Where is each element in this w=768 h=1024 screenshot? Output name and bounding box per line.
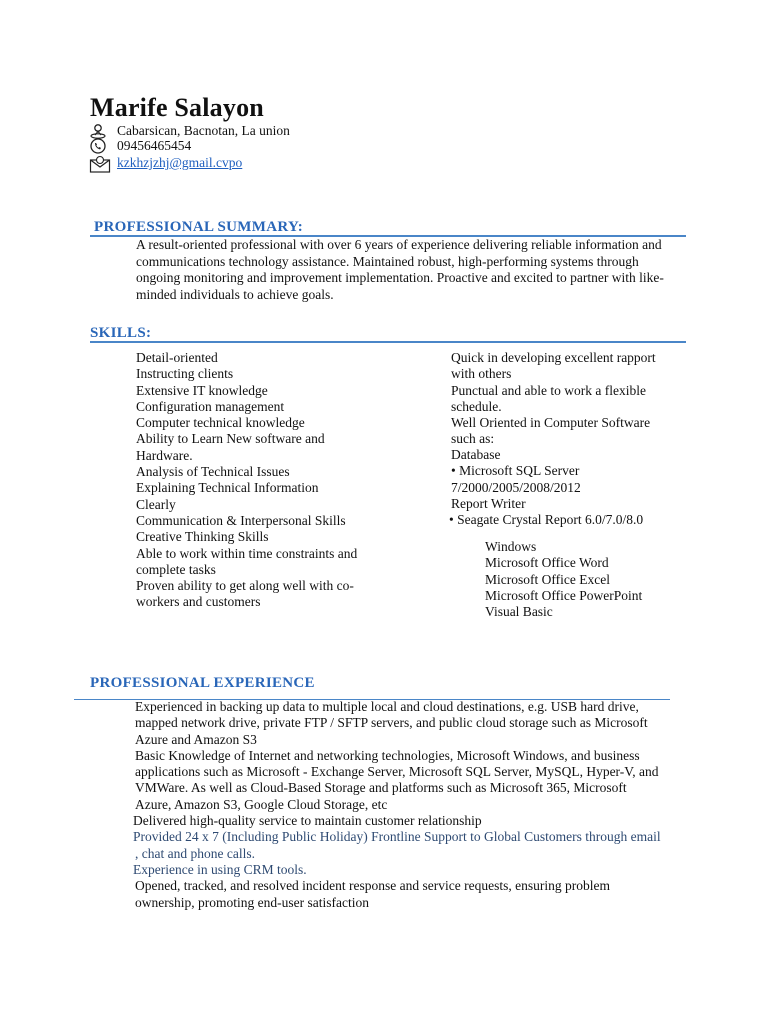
office-item: Microsoft Office Word: [485, 555, 609, 571]
summary-line: minded individuals to achieve goals.: [136, 286, 334, 302]
experience-item: Opened, tracked, and resolved incident response and service requests, ensuring problem ownership, promoting end-user satisfaction: [135, 878, 610, 910]
skill-item: Analysis of Technical Issues: [136, 464, 290, 480]
summary-heading: PROFESSIONAL SUMMARY:: [94, 219, 303, 235]
phone-icon: [89, 138, 109, 154]
email-line: [89, 155, 242, 171]
skill-item: Punctual and able to work a flexible schedule.: [451, 382, 646, 414]
software-line: Database: [451, 447, 501, 462]
skill-item: Able to work within time constraints and complete tasks: [136, 545, 358, 577]
office-item: Visual Basic: [485, 604, 553, 620]
software-list: [428, 447, 728, 528]
office-item: Microsoft Office Excel: [485, 571, 610, 587]
candidate-name: Marife Salayon: [90, 93, 264, 122]
skill-item: Quick in developing excellent rapport with others: [451, 350, 656, 382]
summary-line: A result-oriented professional with over 6 years of experience delivering reliable information and: [136, 237, 662, 252]
experience-item: Provided 24 x 7 (Including Public Holiday) Frontline Support to Global Customers through email , chat and phone calls.: [133, 829, 661, 861]
experience-list: [112, 699, 712, 911]
skill-item: Detail-oriented: [136, 350, 218, 365]
experience-item: Experience in using CRM tools.: [133, 861, 307, 877]
office-item: Microsoft Office PowerPoint: [485, 587, 643, 603]
address-text: Cabarsican, Bacnotan, La union: [117, 123, 290, 138]
office-list: [462, 539, 722, 620]
skills-right-list: [428, 350, 728, 448]
software-line: Report Writer: [451, 495, 526, 511]
address-line: [89, 123, 290, 139]
summary-line: ongoing monitoring and improvement implementation. Proactive and excited to partner with like-: [136, 270, 664, 286]
experience-item: Delivered high-quality service to maintain customer relationship: [133, 813, 482, 829]
experience-heading: PROFESSIONAL EXPERIENCE: [90, 675, 315, 691]
experience-item: Basic Knowledge of Internet and networking technologies, Microsoft Windows, and business applications such as Microsoft - Exchange Server, Microsoft SQL Server, MySQL, Hyper-V, and VMWare. As well as Cloud-Based Storage and platforms such as Microsoft 365, Microsoft Azure, Amazon S3, Google Cloud Storage, etc: [135, 747, 659, 812]
skill-item: Well Oriented in Computer Software such as:: [451, 415, 651, 447]
office-item: Windows: [485, 539, 537, 554]
summary-text: [136, 237, 696, 303]
skill-item: Communication & Interpersonal Skills: [136, 512, 346, 528]
summary-line: communications technology assistance. Maintained robust, high-performing systems through: [136, 253, 639, 269]
skill-item: Instructing clients: [136, 366, 234, 382]
email-link[interactable]: kzkhzjzhj@gmail.cvpo: [117, 155, 243, 170]
phone-text: 09456465454: [117, 138, 192, 153]
location-icon: [89, 123, 109, 139]
skill-item: Extensive IT knowledge: [136, 382, 268, 398]
software-line: 7/2000/2005/2008/2012: [451, 479, 581, 495]
software-line: • Microsoft SQL Server: [451, 463, 580, 479]
skill-item: Computer technical knowledge: [136, 415, 305, 431]
skill-item: Proven ability to get along well with co- workers and customers: [136, 578, 354, 610]
skills-left-list: [113, 350, 413, 611]
skill-item: Explaining Technical Information Clearly: [136, 480, 319, 512]
skill-item: Creative Thinking Skills: [136, 529, 269, 545]
experience-item: Experienced in backing up data to multiple local and cloud destinations, e.g. USB hard drive, mapped network drive, private FTP / SFTP servers, and public cloud storage such as Microsoft Azure and Amazon S3: [135, 699, 648, 747]
phone-line: [89, 138, 191, 154]
software-line: • Seagate Crystal Report 6.0/7.0/8.0: [449, 512, 644, 528]
skill-item: Ability to Learn New software and Hardware.: [136, 431, 325, 463]
skills-heading: SKILLS:: [90, 325, 152, 341]
skills-rule: [90, 341, 686, 343]
email-icon: [89, 155, 109, 171]
skill-item: Configuration management: [136, 398, 285, 414]
